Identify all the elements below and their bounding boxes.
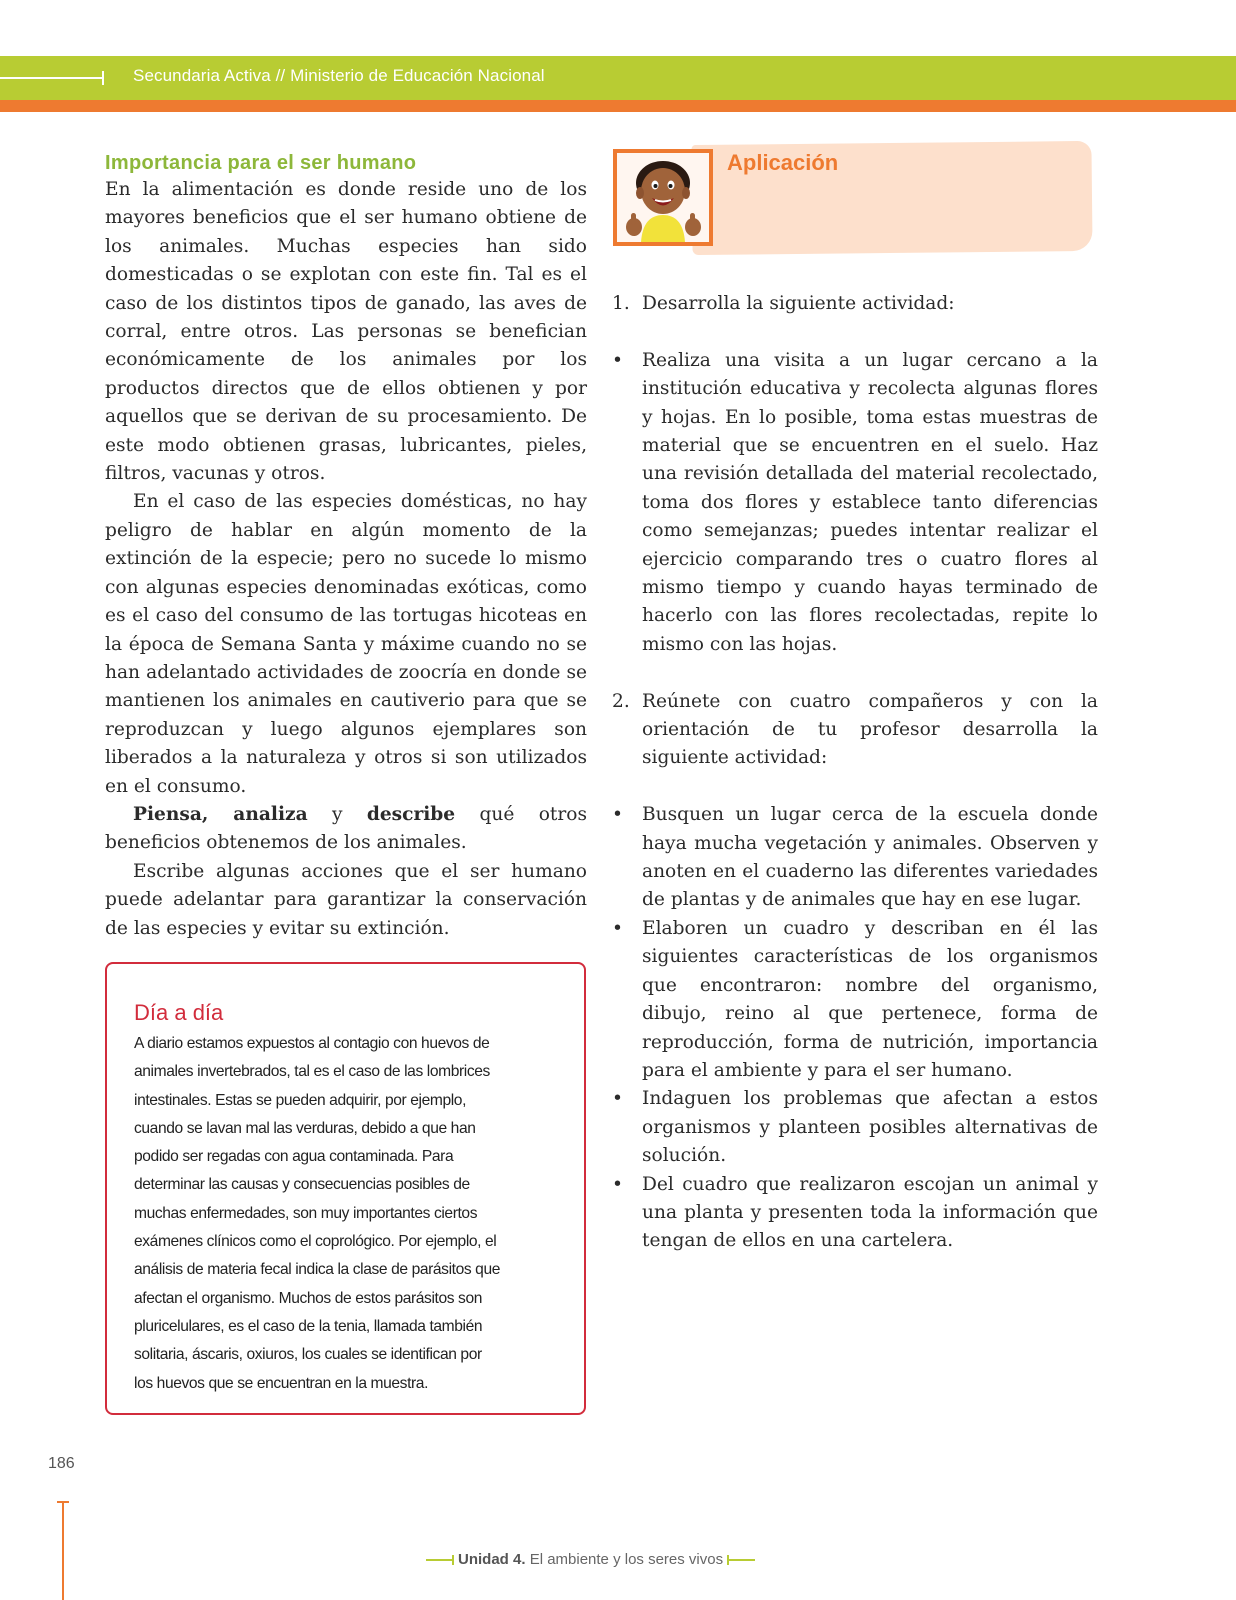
bullet-icon: • <box>612 917 623 939</box>
paragraph-3 <box>105 801 587 858</box>
dia-line: muchas enfermedades, son muy importantes ciertos <box>134 1204 478 1222</box>
bullet-text: Elaboren un cuadro y describan en él las siguientes características de los organismos que encontraron: nombre del organismo, dibujo, reino al que pertenece, forma de reproducción, forma de nutrición, importancia para el ambiente y para el ser humano. <box>642 917 1098 1081</box>
item-text: Reúnete con cuatro compañeros y con la orientación de tu profesor desarrolla la siguiente actividad: <box>642 690 1098 769</box>
header-rule <box>0 77 104 79</box>
bullet-text: Indaguen los problemas que afectan a estos organismos y planteen posibles alternativas de solución. <box>642 1088 1098 1167</box>
bullet-text: Del cuadro que realizaron escojan un animal y una planta y presenten toda la información que tengan de ellos en una cartelera. <box>642 1173 1098 1252</box>
margin-line <box>62 1501 64 1600</box>
header-accent-stripe <box>0 100 1236 112</box>
footer <box>426 1551 755 1568</box>
dia-line: análisis de materia fecal indica la clase de parásitos que <box>134 1261 500 1279</box>
footer-rule-right <box>727 1559 755 1561</box>
bullet-item <box>612 801 1098 915</box>
dia-line: afectan el organismo. Muchos de estos parásitos son <box>134 1289 482 1307</box>
footer-title: El ambiente y los seres vivos <box>529 1551 724 1568</box>
dia-line: intestinales. Estas se pueden adquirir, por ejemplo, <box>134 1091 467 1109</box>
section-title: Importancia para el ser humano <box>105 152 417 174</box>
dia-line: animales invertebrados, tal es el caso de las lombrices <box>134 1063 490 1081</box>
header-title: Secundaria Activa // Ministerio de Educación Nacional <box>133 66 545 85</box>
bullet-item <box>612 1085 1098 1170</box>
right-column <box>612 290 1098 1256</box>
page-number: 186 <box>48 1455 75 1472</box>
activity-item-1 <box>612 290 1098 318</box>
text-connector: y <box>307 803 367 825</box>
paragraph-2: En el caso de las especies domésticas, no hay peligro de hablar en algún momento de la extinción de la especie; pero no sucede lo mismo con algunas especies denominadas exóticas, como es el caso del consumo de las tortugas hicoteas en la época de Semana Santa y máxime cuando no se han adelantado actividades de zoocría en donde se mantienen los animales en cautiverio para que se reproduzcan y luego algunos ejemplares son liberados a la naturaleza y otros si son utilizados en el consumo. <box>105 491 587 797</box>
paragraph-4: Escribe algunas acciones que el ser humano puede adelantar para garantizar la conservación de las especies y evitar su extinción. <box>105 860 587 939</box>
smiling-child-icon <box>617 153 709 242</box>
bold-phrase-2: describe <box>366 803 456 825</box>
dia-line: cuando se lavan mal las verduras, debido a que han <box>134 1119 476 1137</box>
bullet-text: Realiza una visita a un lugar cercano a la institución educativa y recolecta algunas flores y hojas. En lo posible, toma estas muestras de material que se encuentren en el suelo. Haz una revisión detallada del material recolectado, toma dos flores y establece tanto diferencias como semejanzas; puedes intentar realizar el ejercicio comparando tres o cuatro flores al mismo tiempo y cuando hayas terminado de hacerlo con las flores recolectadas, repite lo mismo con las hojas. <box>642 349 1098 655</box>
item-number: 2. <box>612 690 630 712</box>
dia-line: exámenes clínicos como el coprológico. Por ejemplo, el <box>134 1233 497 1251</box>
aplicacion-title: Aplicación <box>727 150 839 175</box>
bold-phrase-1: Piensa, analiza <box>133 803 308 825</box>
bullet-icon: • <box>612 349 623 371</box>
header-rule-tick <box>102 71 104 85</box>
dia-line: podido ser regadas con agua contaminada. Para <box>134 1148 454 1166</box>
bullet-item <box>612 347 1098 659</box>
footer-rule-left <box>426 1559 454 1561</box>
aplicacion-illustration-frame <box>613 149 713 246</box>
dia-a-dia-title: Día a día <box>134 1000 224 1025</box>
paragraph-1: En la alimentación es donde reside uno de los mayores beneficios que el ser humano obtiene de los animales. Muchas especies han sido domesticadas o se explotan con este fin. Tal es el caso de los distintos tipos de ganado, las aves de corral, entre otros. Las personas se benefician económicamente de los animales por los productos directos que de ellos obtienen y por aquellos que se derivan de su procesamiento. De este modo obtienen grasas, lubricantes, pieles, filtros, vacunas y otros. <box>105 179 587 485</box>
item-text: Desarrolla la siguiente actividad: <box>642 293 955 314</box>
dia-line: los huevos que se encuentran en la muestra. <box>134 1374 429 1392</box>
bullet-icon: • <box>612 1173 623 1195</box>
dia-line: pluricelulares, es el caso de la tenia, llamada también <box>134 1317 483 1335</box>
dia-line: determinar las causas y consecuencias posibles de <box>134 1176 470 1194</box>
left-column <box>105 150 587 943</box>
bullet-icon: • <box>612 1088 623 1110</box>
item-number: 1. <box>612 293 630 314</box>
dia-line: A diario estamos expuestos al contagio con huevos de <box>134 1035 490 1052</box>
bullet-item <box>612 1171 1098 1256</box>
bullet-item <box>612 915 1098 1085</box>
paragraph-3-rest: qué otros beneficios obtenemos de los animales. <box>105 803 587 854</box>
footer-unit: Unidad 4. <box>458 1551 526 1568</box>
bullet-icon: • <box>612 804 623 826</box>
bullet-text: Busquen un lugar cerca de la escuela donde haya mucha vegetación y animales. Observen y anoten en el cuaderno las diferentes variedades de plantas y de animales que hay en ese lugar. <box>642 804 1098 911</box>
dia-line: solitaria, áscaris, oxiuros, los cuales se identifican por <box>134 1346 482 1364</box>
activity-item-2 <box>612 688 1098 773</box>
dia-a-dia-box <box>105 962 586 1415</box>
dia-a-dia-text <box>134 1030 558 1398</box>
